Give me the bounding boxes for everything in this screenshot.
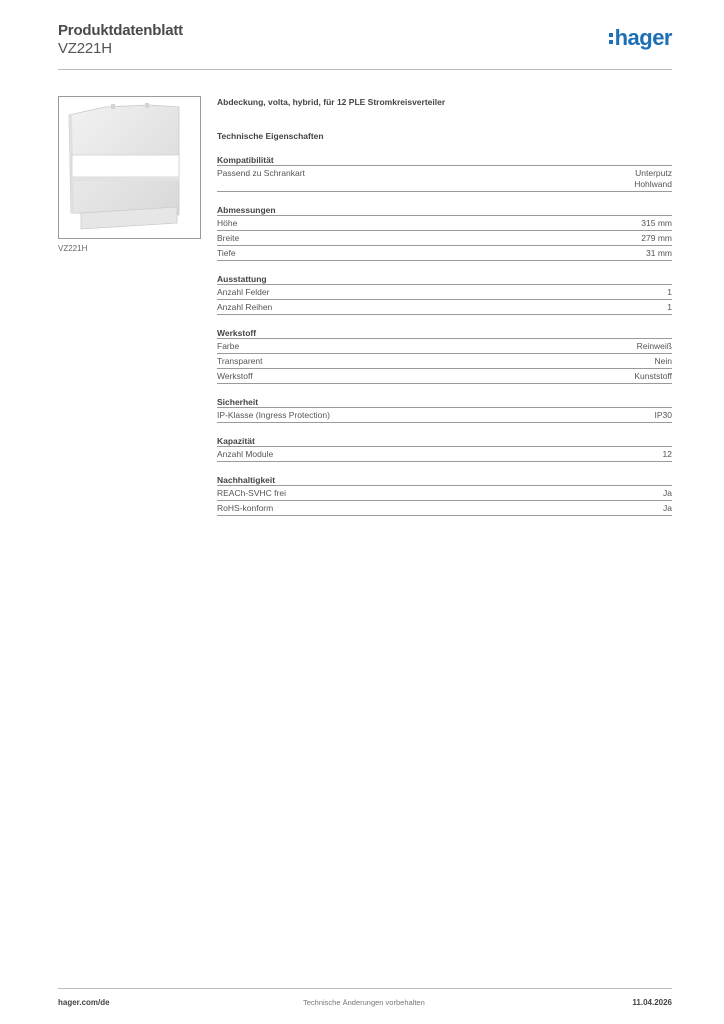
property-section [217,274,672,315]
property-sections [217,155,672,516]
section-title: Kapazität [217,436,672,447]
property-row [217,166,672,192]
property-row [217,231,672,246]
hager-logo [609,25,672,51]
property-row [217,369,672,384]
property-label: Passend zu Schrankart [217,168,305,178]
property-value: 31 mm [646,248,672,258]
property-value: 315 mm [641,218,672,228]
property-section [217,436,672,462]
property-value: 1 [667,302,672,312]
property-section [217,328,672,384]
section-title: Sicherheit [217,397,672,408]
document-title: Produktdatenblatt [58,22,183,39]
technical-properties-title: Technische Eigenschaften [217,131,324,141]
property-label: IP-Klasse (Ingress Protection) [217,410,330,420]
logo-text: hager [614,25,672,50]
page-header [58,20,672,70]
property-value: 1 [667,287,672,297]
logo-colon-icon [609,25,613,47]
product-details [217,96,672,516]
property-section [217,475,672,516]
section-title: Nachhaltigkeit [217,475,672,486]
property-value: Nein [654,356,672,366]
section-title: Werkstoff [217,328,672,339]
property-label: Anzahl Reihen [217,302,273,312]
property-label: Anzahl Module [217,449,274,459]
product-image [58,96,201,239]
property-label: Anzahl Felder [217,287,270,297]
property-row [217,447,672,462]
footer-date: 11.04.2026 [632,998,672,1007]
product-code: VZ221H [58,40,112,57]
property-value: Unterputz Hohlwand [634,168,672,189]
property-value: Kunststoff [634,371,672,381]
property-value: 12 [662,449,672,459]
property-value: IP30 [654,410,672,420]
product-description: Abdeckung, volta, hybrid, für 12 PLE Stromkreisverteiler [217,97,446,107]
cover-illustration [59,97,200,238]
property-label: Breite [217,233,240,243]
section-title: Kompatibilität [217,155,672,166]
page-footer [58,988,672,1008]
property-row [217,486,672,501]
property-value: Reinweiß [636,341,672,351]
section-title: Abmessungen [217,205,672,216]
section-title: Ausstattung [217,274,672,285]
property-label: Transparent [217,356,263,366]
property-label: Werkstoff [217,371,253,381]
property-row [217,501,672,516]
property-label: Höhe [217,218,238,228]
property-value: Ja [663,488,672,498]
footer-notice: Technische Änderungen vorbehalten [303,998,425,1007]
property-row [217,339,672,354]
property-row [217,216,672,231]
property-row [217,408,672,423]
property-section [217,155,672,192]
property-row [217,354,672,369]
footer-website: hager.com/de [58,998,110,1007]
property-label: Farbe [217,341,240,351]
property-label: RoHS-konform [217,503,274,513]
property-row [217,246,672,261]
property-section [217,205,672,261]
image-caption: VZ221H [58,244,88,253]
property-label: REACh-SVHC frei [217,488,286,498]
property-label: Tiefe [217,248,236,258]
property-value: 279 mm [641,233,672,243]
property-row [217,300,672,315]
property-row [217,285,672,300]
property-value: Ja [663,503,672,513]
property-section [217,397,672,423]
